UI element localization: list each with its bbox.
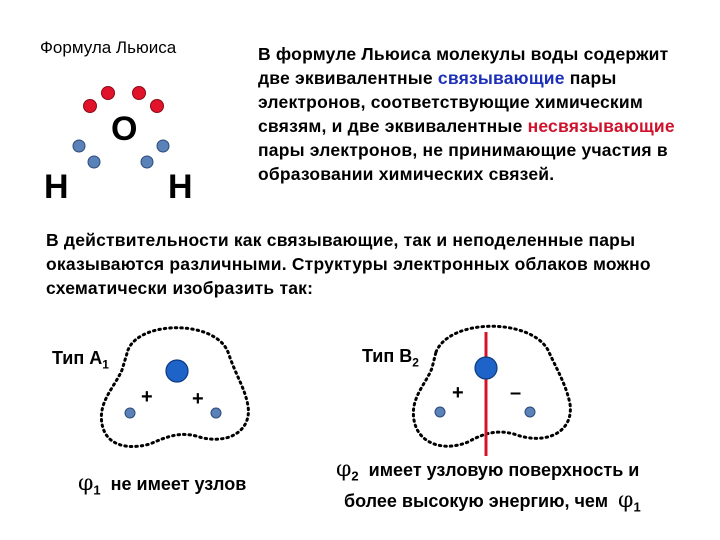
type-a-label-sub: 1 <box>102 357 109 372</box>
lewis-explanation <box>258 42 698 186</box>
explanation-part1: В формуле Льюиса молекулы воды содержит две эквивалентные <box>258 44 669 88</box>
explanation-part3: пары электронов, не принимающие участия в образовании химических связей. <box>258 140 668 184</box>
type-a-cloud-outline <box>101 328 248 447</box>
lone-electron <box>133 87 146 100</box>
bonding-term: связывающие <box>437 68 565 88</box>
oxygen-atom: О <box>111 110 138 148</box>
nonbonding-term: несвязывающие <box>527 116 675 136</box>
type-b-proton-left <box>435 407 445 417</box>
type-b-sign-left: + <box>452 382 464 404</box>
phi-1-sub: 1 <box>93 482 101 498</box>
bonding-electron <box>88 156 100 168</box>
type-b-caption-line2 <box>336 489 696 520</box>
type-a-sign-right: + <box>192 388 204 410</box>
type-b-label-text: Тип В <box>362 346 413 366</box>
phi-1-ref-symbol: φ <box>618 487 634 513</box>
type-b-sign-right: – <box>510 382 522 404</box>
lone-electron <box>84 100 97 113</box>
phi-2-sub: 2 <box>351 468 359 484</box>
reality-paragraph: В действительности как связывающие, так и неподеленные пары оказываются различными. Структуры электронных облаков можно схематически изобразить так: <box>46 230 651 298</box>
lone-electron <box>102 87 115 100</box>
type-b-label-sub: 2 <box>412 355 419 370</box>
type-a-caption <box>78 472 246 503</box>
type-a-label-text: Тип А <box>52 348 103 368</box>
type-b-caption-line1 <box>336 458 696 489</box>
type-b-cloud <box>413 326 570 456</box>
bonding-electron <box>141 156 153 168</box>
type-a-proton-right <box>211 408 221 418</box>
type-b-cloud-outline <box>413 326 570 446</box>
hydrogen-right-atom: Н <box>168 168 193 206</box>
type-b-caption-text2: более высокую энергию, чем <box>344 490 609 511</box>
lone-pair-electrons <box>84 87 164 113</box>
type-a-caption-text: не имеет узлов <box>110 474 247 494</box>
type-b-caption <box>336 458 696 519</box>
hydrogen-left-atom: Н <box>44 168 69 206</box>
phi-1-ref-sub: 1 <box>633 499 641 515</box>
phi-2-symbol: φ <box>336 457 352 482</box>
explanation-part2: пары электронов, соответствующие химическим связям, и две эквивалентные <box>258 68 643 136</box>
type-a-nucleus <box>166 360 188 382</box>
bonding-electron <box>73 140 85 152</box>
bonding-electron <box>157 140 169 152</box>
type-a-proton-left <box>125 408 135 418</box>
phi-1-symbol: φ <box>78 471 94 496</box>
lone-electron <box>151 100 164 113</box>
type-b-proton-right <box>525 407 535 417</box>
type-a-cloud <box>101 328 248 447</box>
type-a-sign-left: + <box>141 386 153 408</box>
type-a-label <box>52 348 109 372</box>
type-b-nucleus <box>475 357 497 379</box>
lewis-formula-title: Формула Льюиса <box>40 38 177 57</box>
type-b-caption-text1: имеет узловую поверхность и <box>368 460 640 480</box>
type-b-label <box>362 346 419 370</box>
